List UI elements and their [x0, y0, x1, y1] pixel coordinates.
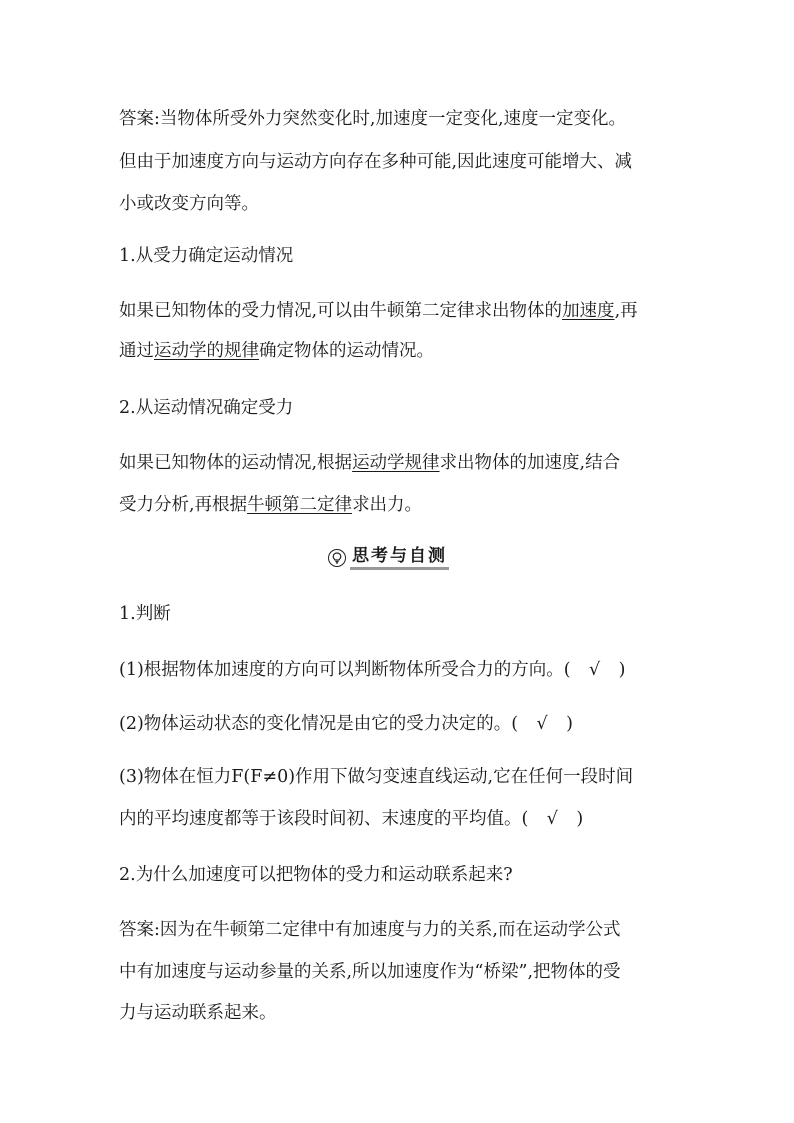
section-heading-title: 思考与自测 — [350, 546, 449, 570]
answer-line-2: 但由于加速度方向与运动方向存在多种可能,因此速度可能增大、减 — [119, 152, 633, 172]
closing-paren: ) — [566, 714, 573, 734]
check-mark: √ — [589, 660, 601, 680]
section-heading — [328, 545, 449, 571]
judgement-text: (2)物体运动状态的变化情况是由它的受力决定的。( — [119, 714, 519, 734]
underlined-term: 运动学的规律 — [154, 341, 259, 361]
q2-answer-line-3: 力与运动联系起来。 — [119, 1003, 277, 1023]
q1-item-3-line-2 — [119, 808, 689, 830]
text-run: 如果已知物体的受力情况,可以由牛顿第二定律求出物体的 — [119, 301, 563, 321]
q1-title: 1.判断 — [119, 604, 171, 624]
underlined-term: 牛顿第二定律 — [247, 495, 353, 515]
q2-answer-line-1: 答案:因为在牛顿第二定律中有加速度与力的关系,而在运动学公式 — [119, 920, 621, 940]
text-run: 通过 — [119, 341, 154, 361]
closing-paren: ) — [618, 660, 626, 680]
check-mark: √ — [536, 714, 548, 734]
section2-title: 2.从运动情况确定受力 — [119, 398, 294, 418]
q1-item-1 — [119, 659, 689, 681]
underlined-term: 运动学规律 — [352, 453, 440, 473]
text-run: 求出力。 — [352, 495, 423, 515]
text-run: 受力分析,再根据 — [119, 495, 248, 515]
text-run: 求出物体的加速度,结合 — [439, 453, 621, 473]
judgement-text: (1)根据物体加速度的方向可以判断物体所受合力的方向。( — [119, 660, 571, 680]
section1-para-line-1 — [119, 300, 689, 322]
answer-line-3: 小或改变方向等。 — [119, 194, 259, 214]
text-run: 确定物体的运动情况。 — [259, 341, 434, 361]
answer-line-1: 答案:当物体所受外力突然变化时,加速度一定变化,速度一定变化。 — [119, 109, 627, 129]
q2-answer-line-2: 中有加速度与运动参量的关系,所以加速度作为“桥梁”,把物体的受 — [119, 962, 621, 982]
q1-item-3-line-1: (3)物体在恒力F(F≠0)作用下做匀变速直线运动,它在任何一段时间 — [119, 767, 634, 787]
judgement-text: 内的平均速度都等于该段时间初、末速度的平均值。( — [119, 809, 529, 829]
underlined-term: 加速度 — [562, 301, 615, 321]
text-run: 如果已知物体的运动情况,根据 — [119, 453, 353, 473]
text-run: ,再 — [614, 301, 638, 321]
lightbulb-icon — [328, 549, 346, 567]
q1-item-2 — [119, 713, 689, 735]
closing-paren: ) — [576, 809, 584, 829]
section1-para-line-2 — [119, 340, 689, 362]
section1-title: 1.从受力确定运动情况 — [119, 246, 294, 266]
check-mark: √ — [546, 809, 558, 829]
section2-para-line-1 — [119, 452, 689, 474]
section2-para-line-2 — [119, 494, 689, 516]
q2-title: 2.为什么加速度可以把物体的受力和运动联系起来? — [119, 865, 513, 885]
